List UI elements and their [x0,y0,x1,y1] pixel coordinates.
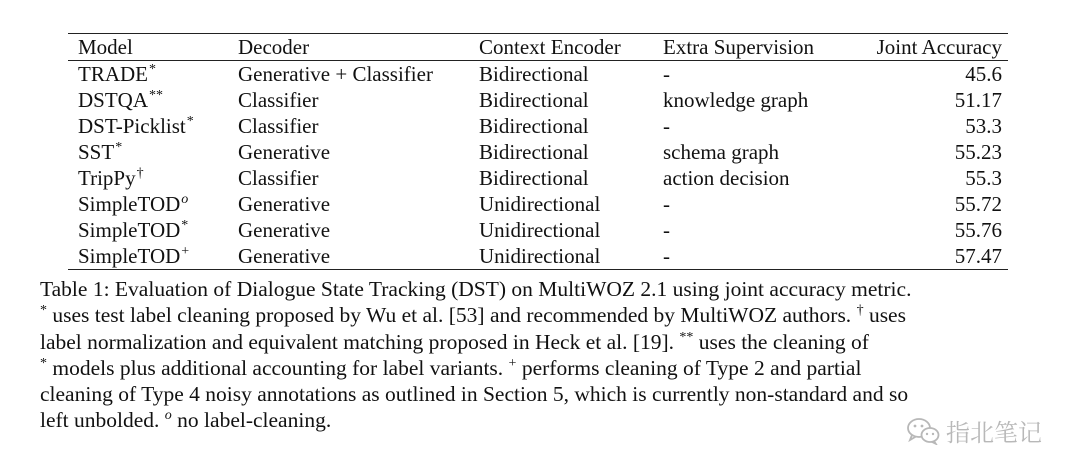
cell-decoder: Generative [238,218,331,242]
caption-footnote-mark: * [40,355,47,371]
header-context-encoder: Context Encoder [479,35,621,59]
cell-decoder: Generative + Classifier [238,62,433,86]
cell-encoder: Unidirectional [479,192,601,216]
table-row [68,217,1008,243]
cell-extra: action decision [663,166,790,190]
caption-line [40,276,1052,302]
caption-text: uses the cleaning of [693,329,869,354]
cell-encoder: Bidirectional [479,88,589,112]
model-footnote-mark: ** [149,88,164,103]
caption-footnote-mark: + [508,355,517,371]
model-footnote-mark: † [136,166,144,181]
caption-footnote-mark: * [40,303,47,319]
cell-model [68,61,228,88]
cell-encoder: Unidirectional [479,244,601,268]
cell-accuracy: 53.3 [965,114,1002,138]
cell-decoder: Generative [238,140,331,164]
cell-model [68,217,228,243]
caption-line [40,302,1052,328]
cell-decoder: Classifier [238,114,319,138]
cell-model [68,139,228,165]
caption-line [40,381,1052,407]
watermark [902,413,1046,448]
table-row [68,87,1008,113]
table-row [68,243,1008,270]
cell-model [68,243,228,270]
model-name: SimpleTOD [78,244,181,268]
table-row [68,191,1008,217]
cell-encoder: Bidirectional [479,140,589,164]
caption-text: label normalization and equivalent matching proposed in Heck et al. [19]. [40,329,680,354]
table-caption [40,276,1052,434]
model-footnote-mark: * [186,114,194,129]
cell-decoder: Classifier [238,166,319,190]
results-table [68,33,1008,270]
model-name: DST-Picklist [78,114,186,138]
cell-extra: - [663,244,670,268]
table-row [68,165,1008,191]
cell-decoder: Classifier [238,88,319,112]
model-name: TripPy [78,166,136,190]
cell-extra: - [663,218,670,242]
cell-encoder: Bidirectional [479,114,589,138]
caption-text: performs cleaning of Type 2 and partial [516,355,862,380]
cell-extra: - [663,62,670,86]
table-header-row [68,34,1008,61]
cell-encoder: Bidirectional [479,166,589,190]
model-footnote-mark: * [181,218,189,233]
cell-decoder: Generative [238,192,331,216]
cell-extra: schema graph [663,140,780,164]
cell-accuracy-best: 55.76 [954,218,1002,242]
cell-extra: - [663,114,670,138]
cell-accuracy: 51.17 [954,88,1002,112]
model-footnote-mark: + [181,244,190,259]
model-footnote-mark: * [149,62,156,77]
cell-model [68,191,228,217]
model-name: SST [78,140,115,164]
cell-accuracy: 55.3 [965,166,1002,190]
cell-encoder: Bidirectional [479,62,589,86]
wechat-icon [906,417,940,445]
caption-footnote-mark: † [856,303,864,319]
cell-extra: knowledge graph [663,88,809,112]
cell-encoder: Unidirectional [479,218,601,242]
caption-text: no label-cleaning. [171,408,332,433]
cell-accuracy: 45.6 [965,62,1002,86]
caption-text: Table 1: Evaluation of Dialogue State Tracking (DST) on MultiWOZ 2.1 using joint accuracy metric. [40,277,912,301]
cell-accuracy: 55.72 [954,192,1002,216]
model-name: SimpleTOD [78,218,181,242]
results-table-container [68,33,1008,270]
header-joint-accuracy: Joint Accuracy [876,35,1002,59]
caption-footnote-mark: ** [679,329,694,345]
cell-accuracy: 55.23 [954,140,1002,164]
cell-accuracy: 57.47 [954,244,1002,268]
model-name: SimpleTOD [78,192,181,216]
header-extra-supervision: Extra Supervision [663,35,815,59]
header-model: Model [78,35,133,59]
watermark-text: 指北笔记 [946,419,1042,447]
cell-extra: - [663,192,670,216]
header-decoder: Decoder [238,35,310,59]
model-footnote-mark: * [115,140,123,155]
cell-model [68,165,228,191]
model-name: TRADE [78,62,148,86]
table-row [68,113,1008,139]
cell-model [68,113,228,139]
cell-model [68,87,228,113]
caption-text: models plus additional accounting for label variants. [47,355,509,380]
caption-text: cleaning of Type 4 noisy annotations as outlined in Section 5, which is currently non-standard and so [40,382,909,407]
caption-text: uses [863,303,906,328]
cell-decoder: Generative [238,244,331,268]
caption-line [40,407,1052,433]
table-row [68,61,1008,88]
caption-text: uses test label cleaning proposed by Wu et al. [53] and recommended by MultiWOZ authors. [47,303,857,328]
table-row [68,139,1008,165]
caption-footnote-mark: o [164,408,172,424]
caption-text: left unbolded. [40,408,165,433]
model-footnote-mark: o [181,192,189,207]
caption-line [40,355,1052,381]
caption-line [40,329,1052,355]
model-name: DSTQA [78,88,149,112]
